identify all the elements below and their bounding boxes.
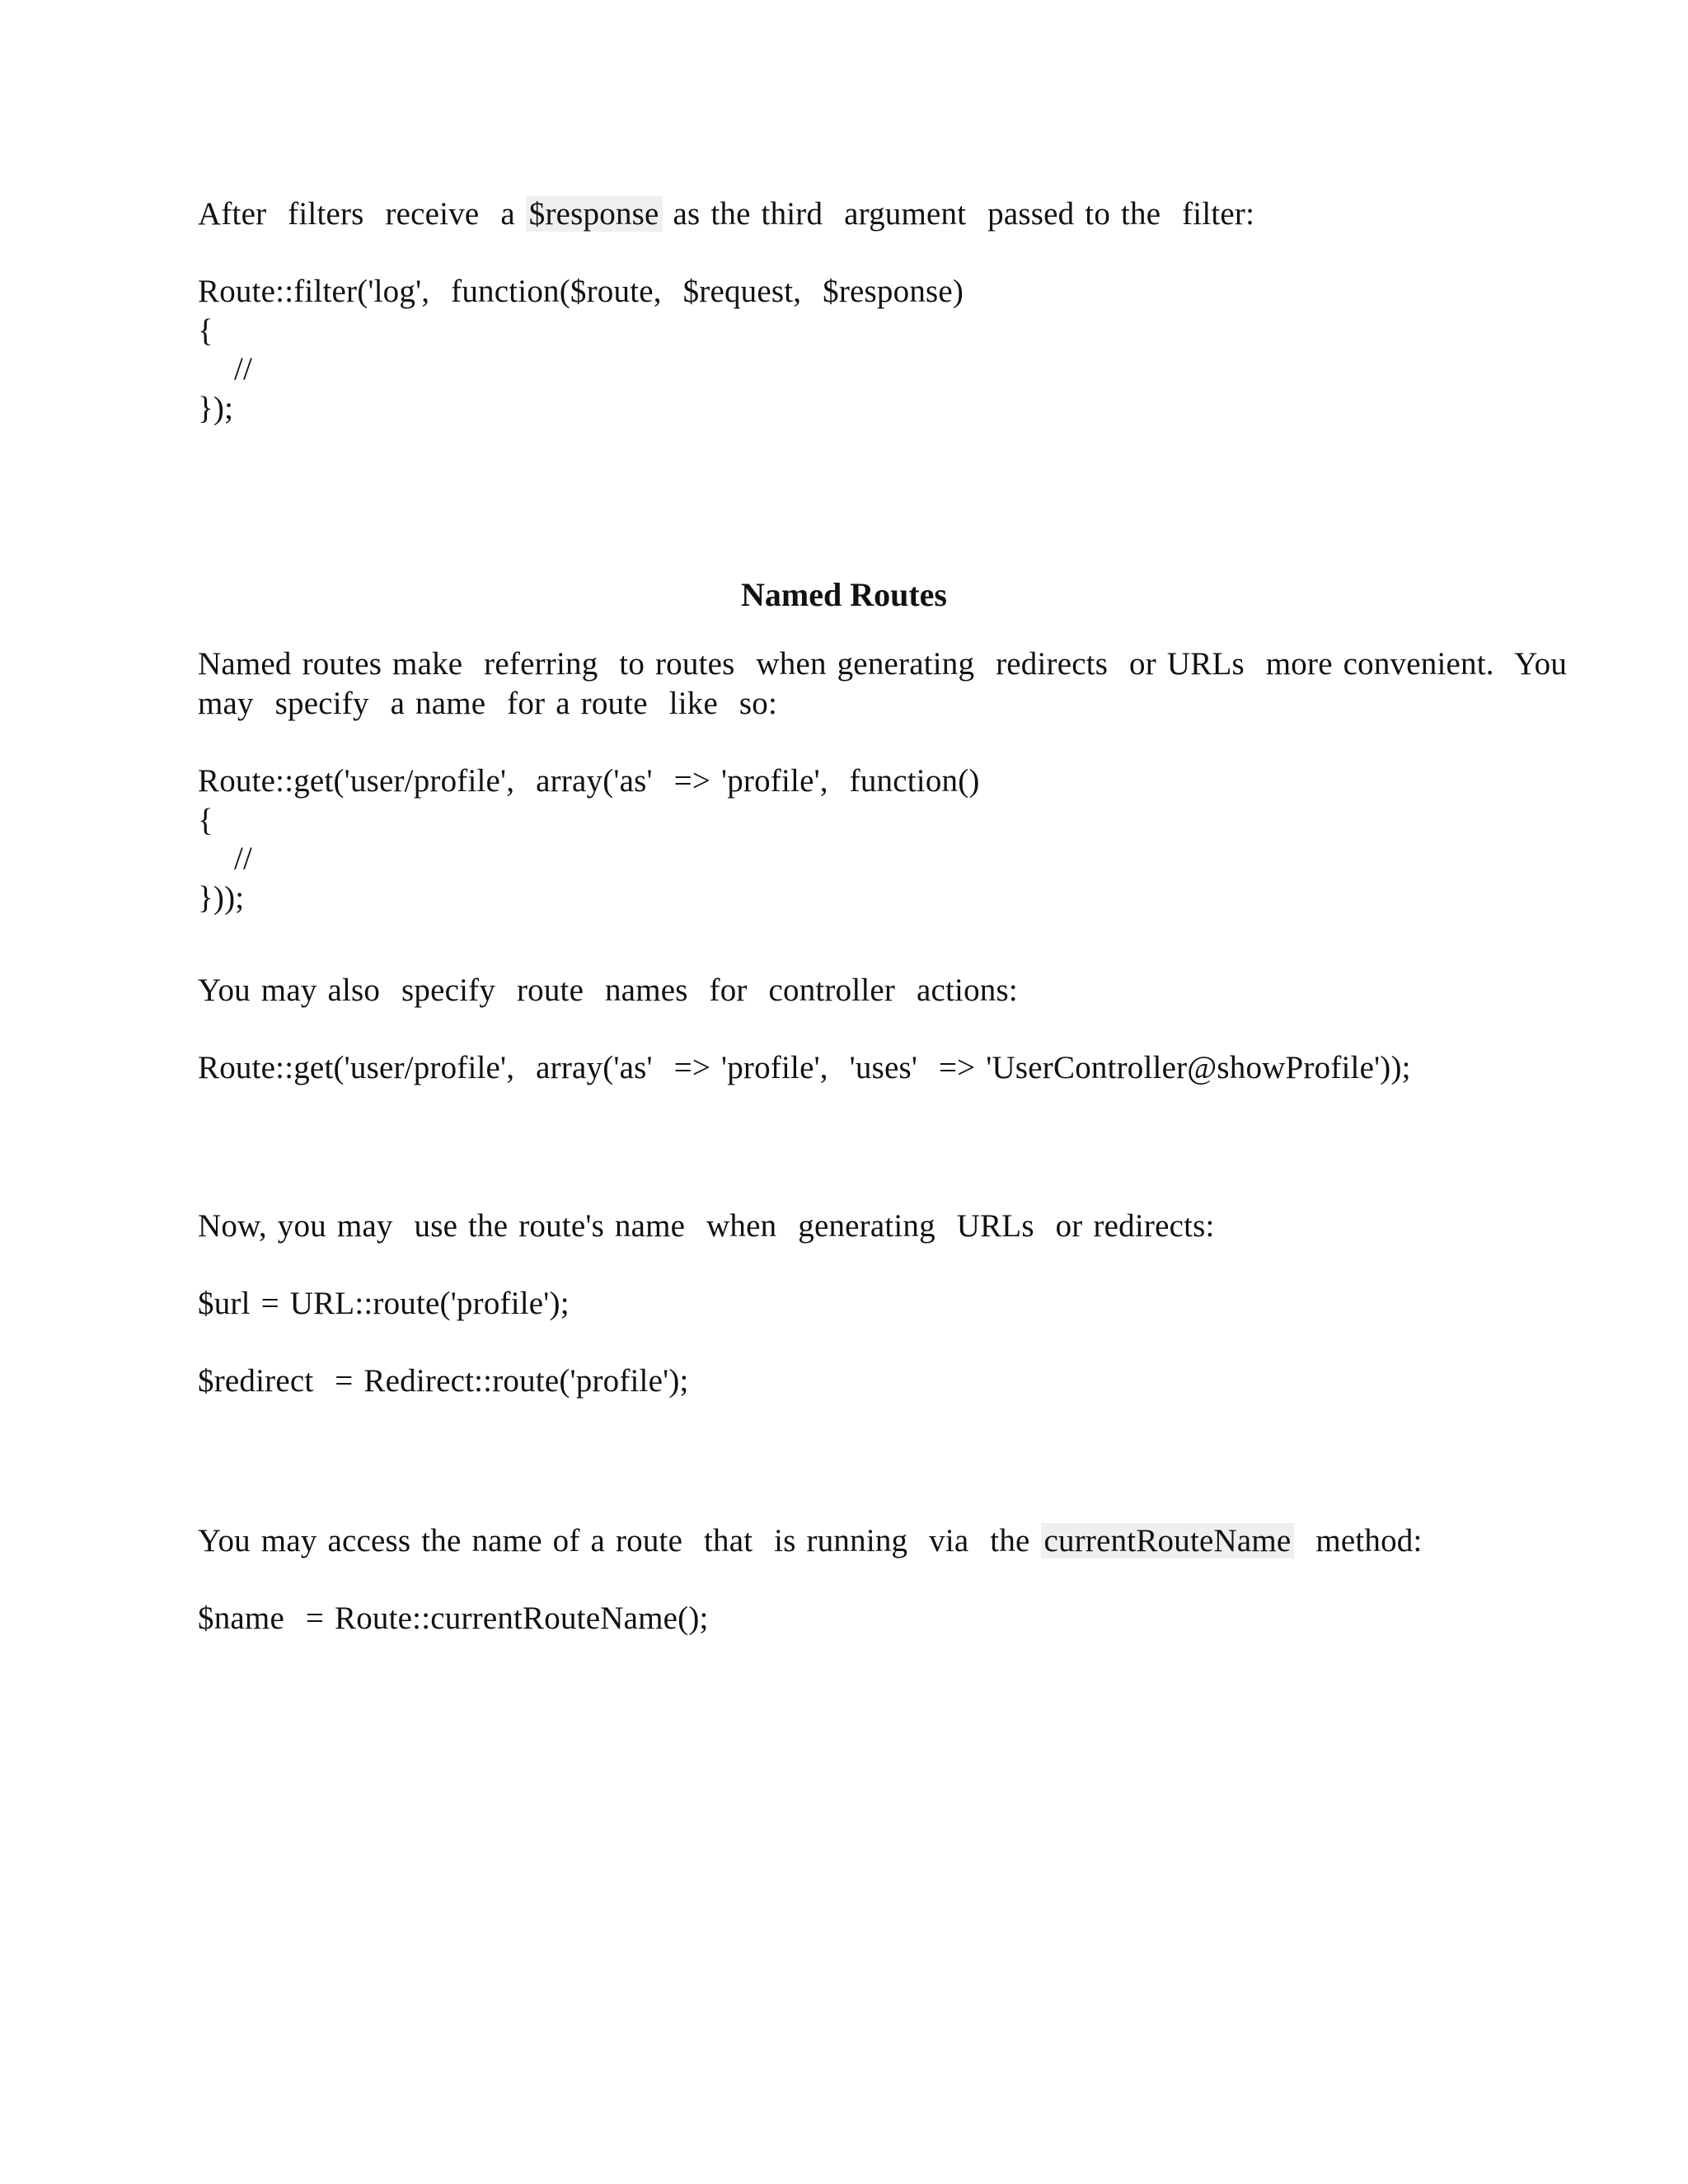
code-line: $redirect = Redirect::route('profile'); (198, 1363, 689, 1399)
current-route-paragraph (198, 1521, 1423, 1561)
paragraph-text: method: (1294, 1523, 1423, 1558)
code-line: })); (198, 880, 245, 916)
code-line: { (198, 313, 213, 349)
code-line: $url = URL::route('profile'); (198, 1286, 570, 1321)
paragraph-text: as the third argument passed to the filter: (662, 196, 1255, 232)
after-filters-paragraph (198, 194, 1254, 234)
code-line: Route::get('user/profile', array('as' => 'profile', function() (198, 763, 980, 799)
named-routes-paragraph-line1: Named routes make referring to routes when generating redirects or URLs more convenient. You (198, 646, 1568, 682)
inline-code-response: $response (526, 196, 663, 232)
section-heading: Named Routes (741, 576, 947, 613)
controller-actions-paragraph: You may also specify route names for controller actions: (198, 972, 1018, 1008)
paragraph-text: After filters receive a (198, 196, 526, 232)
paragraph-text: You may access the name of a route that is running via the (198, 1523, 1041, 1558)
code-line: // (234, 351, 253, 387)
code-line: $name = Route::currentRouteName(); (198, 1601, 709, 1636)
code-line: Route::filter('log', function($route, $request, $response) (198, 274, 964, 309)
code-line: Route::get('user/profile', array('as' => 'profile', 'uses' => 'UserController@showProfile')); (198, 1050, 1411, 1085)
inline-code-current-route-name: currentRouteName (1041, 1523, 1295, 1558)
code-line: { (198, 803, 213, 838)
named-routes-paragraph-line2: may specify a name for a route like so: (198, 686, 777, 721)
code-line: // (234, 841, 253, 876)
route-name-paragraph: Now, you may use the route's name when generating URLs or redirects: (198, 1208, 1215, 1244)
code-line: }); (198, 391, 234, 426)
